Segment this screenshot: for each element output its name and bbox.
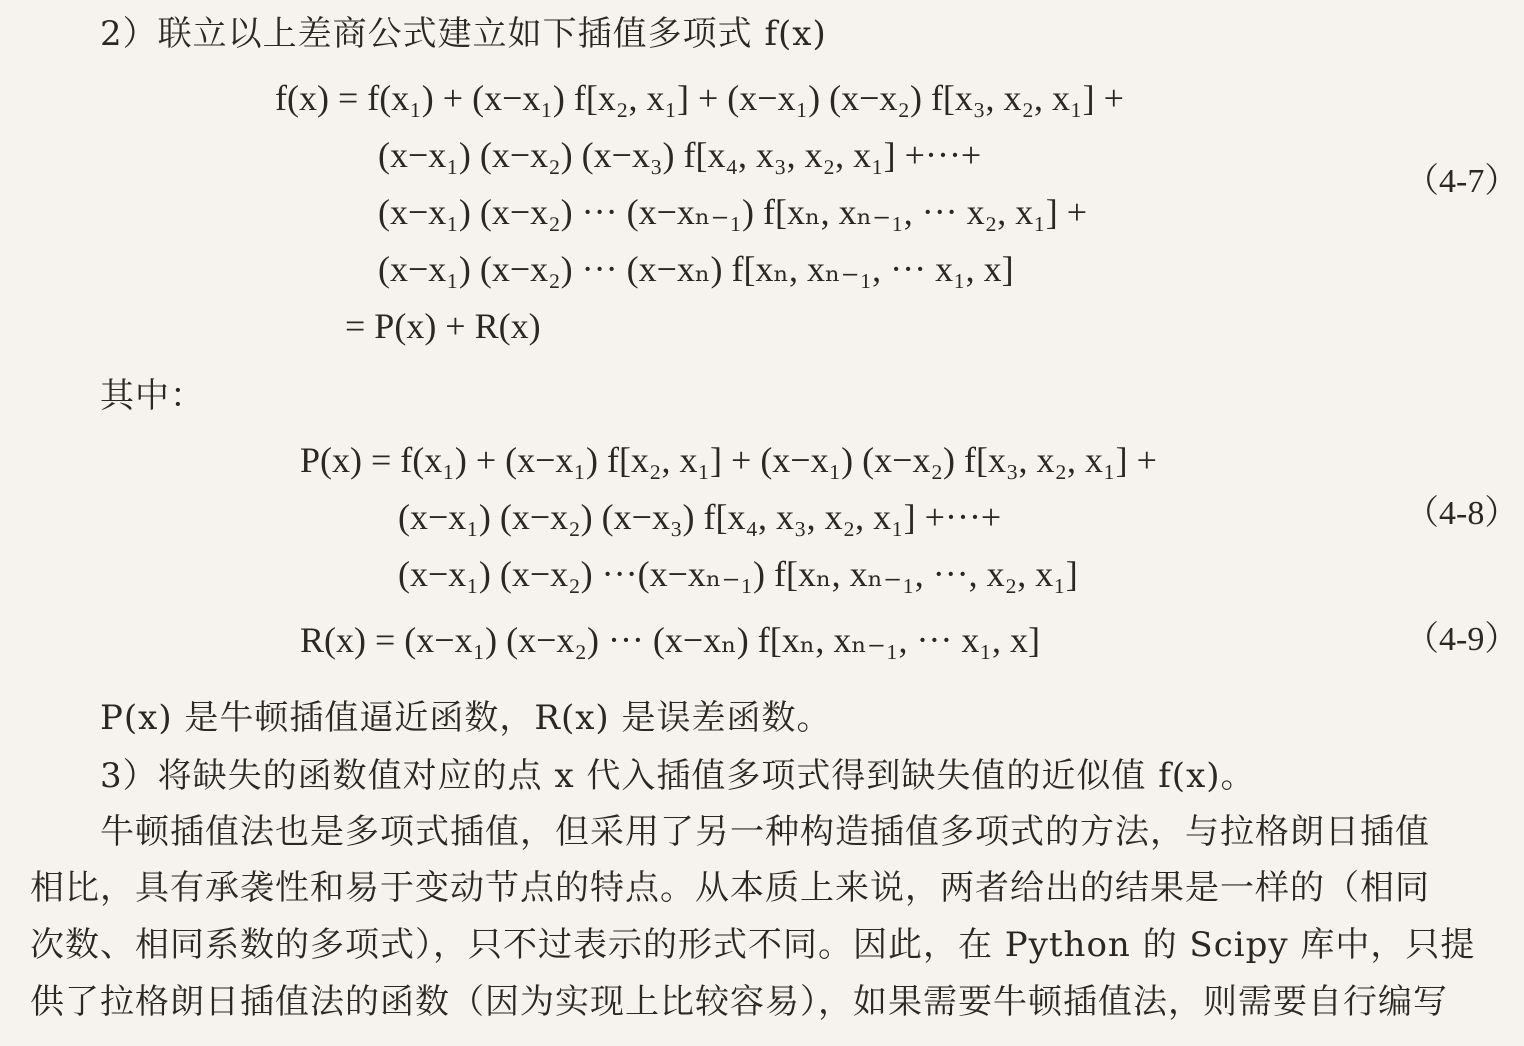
eq-4-7-line-2: (x−x₁) (x−x₂) (x−x₃) f[x₄, x₃, x₂, x₁] +···+ [378, 135, 982, 175]
step2-text: 2）联立以上差商公式建立如下插值多项式 f(x) [100, 14, 827, 54]
paragraph-line-1: 牛顿插值法也是多项式插值，但采用了另一种构造插值多项式的方法，与拉格朗日插值 [100, 812, 1430, 852]
eq-4-8-number: （4-8） [1405, 495, 1519, 532]
step3-text: 3）将缺失的函数值对应的点 x 代入插值多项式得到缺失值的近似值 f(x)。 [100, 756, 1256, 796]
eq-4-7-line-4: (x−x₁) (x−x₂) ··· (x−xₙ) f[xₙ, xₙ₋₁, ··· x₁, x] [378, 249, 1014, 289]
eq-4-9-line: R(x) = (x−x₁) (x−x₂) ··· (x−xₙ) f[xₙ, xₙ₋₁, ··· x₁, x] [300, 620, 1040, 660]
description-text: P(x) 是牛顿插值逼近函数，R(x) 是误差函数。 [100, 698, 832, 738]
eq-4-7-line-5: = P(x) + R(x) [345, 306, 541, 346]
paragraph-line-4: 供了拉格朗日插值法的函数（因为实现上比较容易），如果需要牛顿插值法，则需要自行编写 [30, 982, 1448, 1022]
eq-4-7-line-3: (x−x₁) (x−x₂) ··· (x−xₙ₋₁) f[xₙ, xₙ₋₁, ··· x₂, x₁] + [378, 192, 1088, 232]
eq-4-9-number: （4-9） [1405, 621, 1519, 658]
paragraph-line-2: 相比，具有承袭性和易于变动节点的特点。从本质上来说，两者给出的结果是一样的（相同 [30, 868, 1430, 908]
eq-4-7-number: （4-7） [1405, 163, 1519, 200]
paragraph-line-3: 次数、相同系数的多项式），只不过表示的形式不同。因此，在 Python 的 Scipy 库中，只提 [30, 925, 1476, 965]
eq-4-8-line-3: (x−x₁) (x−x₂) ···(x−xₙ₋₁) f[xₙ, xₙ₋₁, ···, x₂, x₁] [398, 554, 1078, 594]
eq-4-7-line-1: f(x) = f(x₁) + (x−x₁) f[x₂, x₁] + (x−x₁) (x−x₂) f[x₃, x₂, x₁] + [275, 78, 1124, 118]
qizhong-label: 其中： [100, 376, 205, 416]
eq-4-8-line-2: (x−x₁) (x−x₂) (x−x₃) f[x₄, x₃, x₂, x₁] +···+ [398, 497, 1002, 537]
eq-4-8-line-1: P(x) = f(x₁) + (x−x₁) f[x₂, x₁] + (x−x₁) (x−x₂) f[x₃, x₂, x₁] + [300, 440, 1157, 480]
